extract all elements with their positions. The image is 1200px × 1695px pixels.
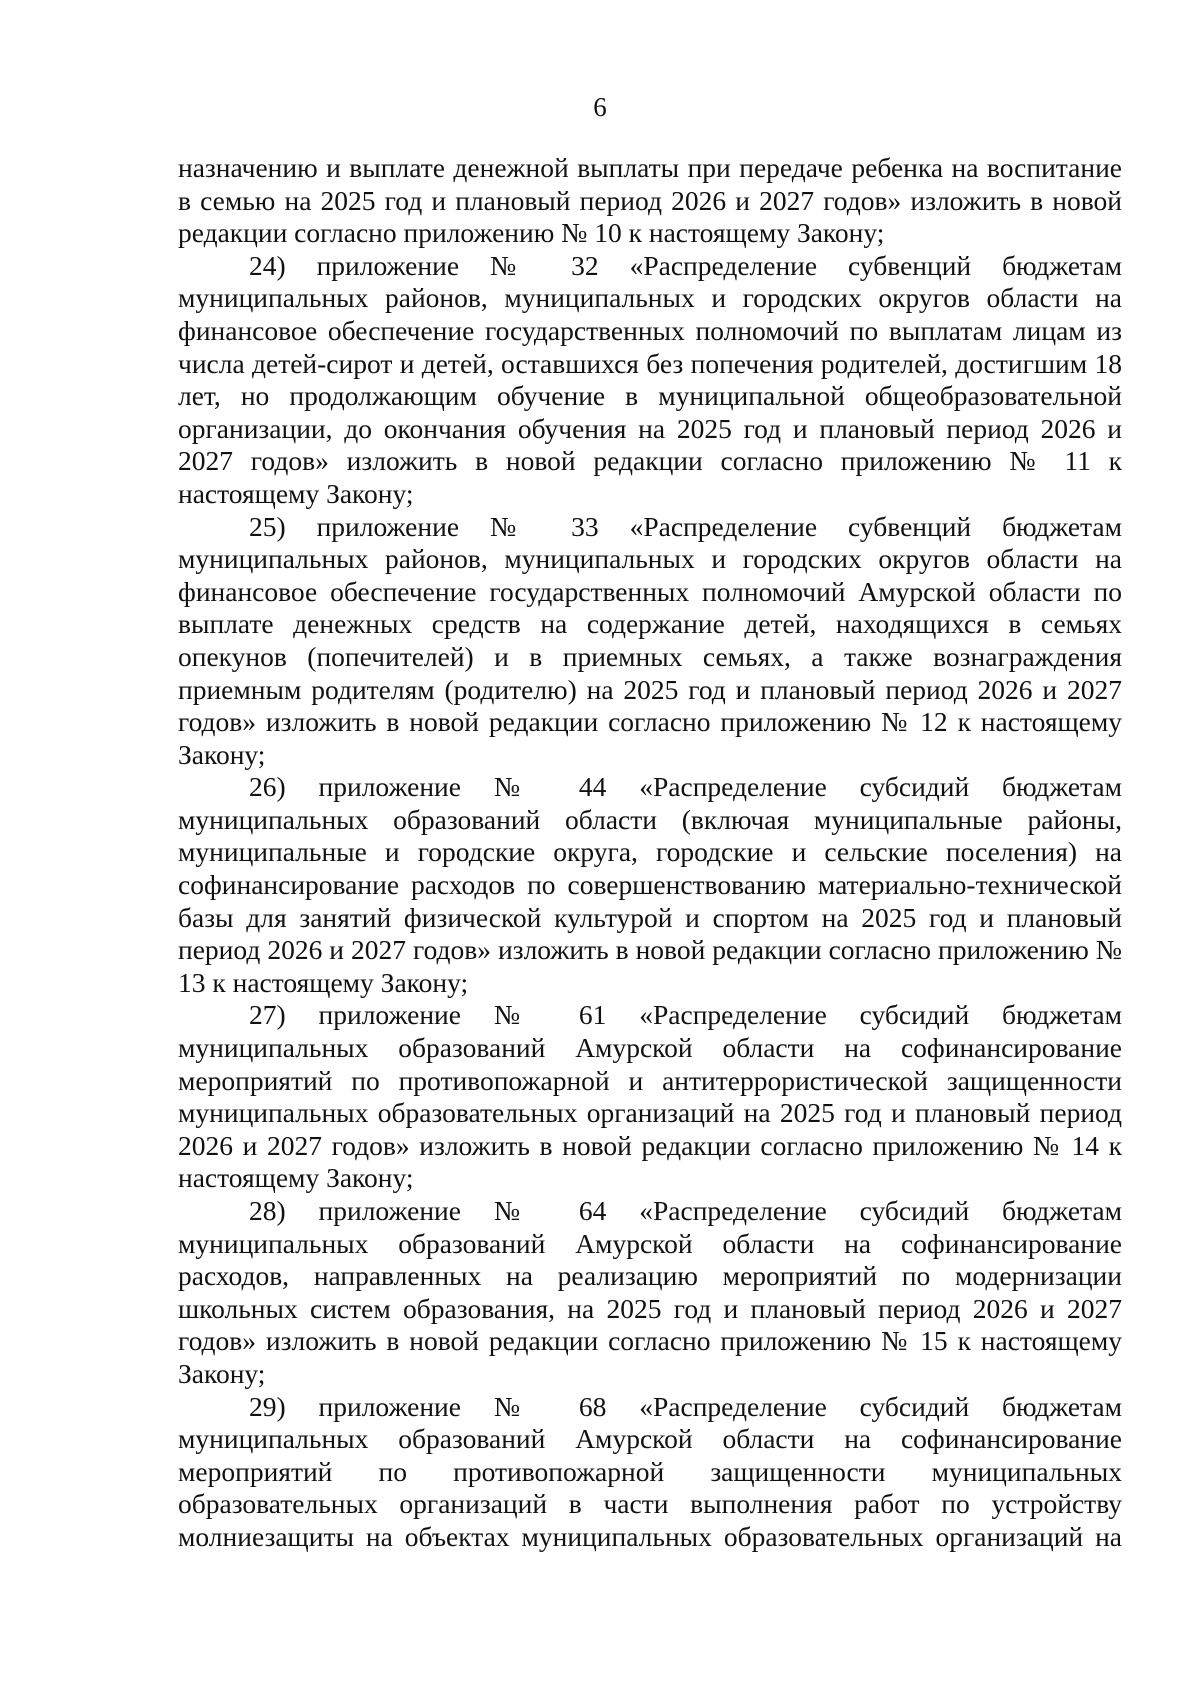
list-item-25: 25) приложение № 33 «Распределение субвенций бюджетам муниципальных районов, муниципальных и городских округов области на финансовое обеспечение государственных полномочий Амурской области по выплате денежных средств на содержание детей, находящихся в семьях опекунов (попечителей) и в приемных семьях, а также вознаграждения приемным родителям (родителю) на 2025 год и плановый период 2026 и 2027 годов» изложить в новой редакции согласно приложению № 12 к настоящему Закону;	[178, 510, 1122, 770]
document-body	[178, 152, 1122, 1554]
list-item-29: 29) приложение № 68 «Распределение субсидий бюджетам муниципальных образований Амурской области на софинансирование мероприятий по противопожарной защищенности муниципальных образовательных организаций в части выполнения работ по устройству молниезащиты на объектах муниципальных образовательных организаций на	[178, 1390, 1122, 1552]
page-number: 6	[593, 92, 607, 122]
list-item-26: 26) приложение № 44 «Распределение субсидий бюджетам муниципальных образований области (включая муниципальные районы, муниципальные и городские округа, городские и сельские поселения) на софинансирование расходов по совершенствованию материально-технической базы для занятий физической культурой и спортом на 2025 год и плановый период 2026 и 2027 годов» изложить в новой редакции согласно приложению № 13 к настоящему Закону;	[178, 771, 1122, 998]
list-item-24: 24) приложение № 32 «Распределение субвенций бюджетам муниципальных районов, муниципальных и городских округов области на финансовое обеспечение государственных полномочий по выплатам лицам из числа детей-сирот и детей, оставшихся без попечения родителей, достигшим 18 лет, но продолжающим обучение в муниципальной общеобразовательной организации, до окончания обучения на 2025 год и плановый период 2026 и 2027 годов» изложить в новой редакции согласно приложению № 11 к настоящему Закону;	[178, 249, 1122, 509]
list-item-28: 28) приложение № 64 «Распределение субсидий бюджетам муниципальных образований Амурской области на софинансирование расходов, направленных на реализацию мероприятий по модернизации школьных систем образования, на 2025 год и плановый период 2026 и 2027 годов» изложить в новой редакции согласно приложению № 15 к настоящему Закону;	[178, 1195, 1122, 1389]
paragraph-continuation: назначению и выплате денежной выплаты при передаче ребенка на воспитание в семью на 2025 год и плановый период 2026 и 2027 годов» изложить в новой редакции согласно приложению № 10 к настоящему Закону;	[178, 152, 1122, 249]
list-item-27: 27) приложение № 61 «Распределение субсидий бюджетам муниципальных образований Амурской области на софинансирование мероприятий по противопожарной и антитеррористической защищенности муниципальных образовательных организаций на 2025 год и плановый период 2026 и 2027 годов» изложить в новой редакции согласно приложению № 14 к настоящему Закону;	[178, 999, 1122, 1194]
